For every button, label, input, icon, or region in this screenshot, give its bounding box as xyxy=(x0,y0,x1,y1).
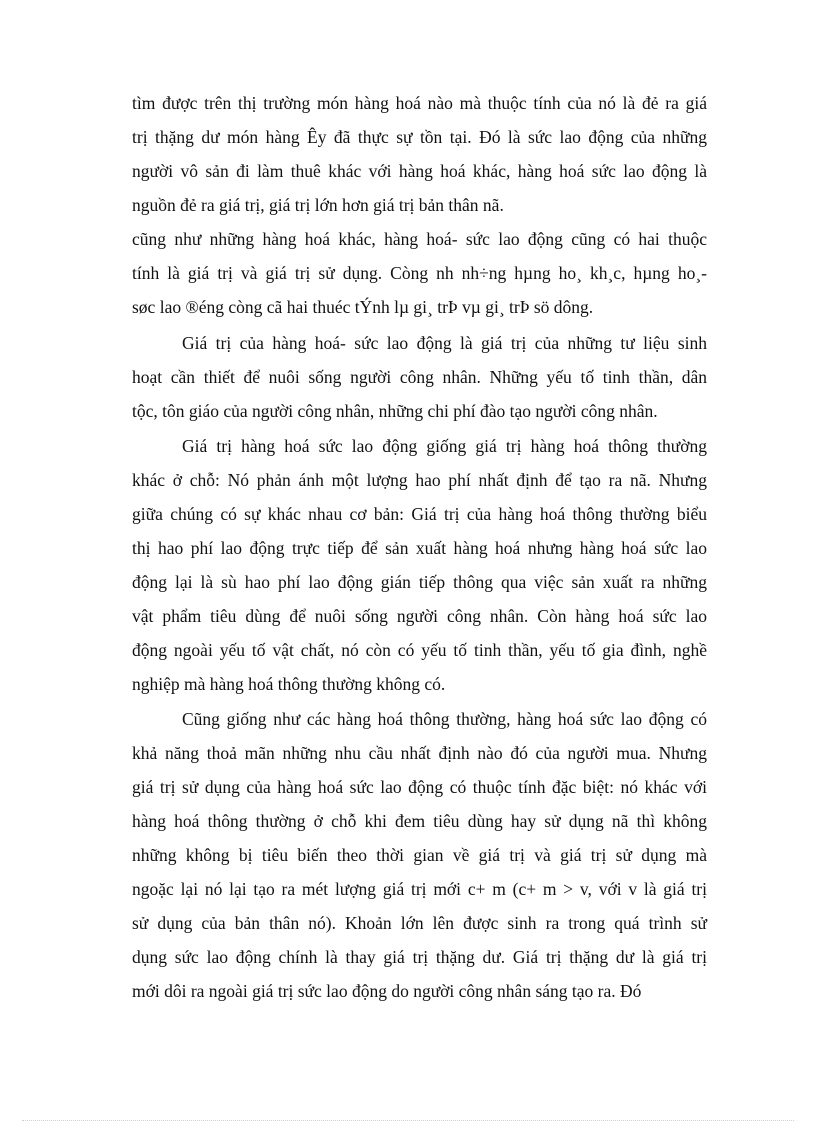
text-line: khác ở chỗ: Nó phản ánh một lượng hao phí nhất định để tạo ra nã. Nhưng xyxy=(132,470,707,490)
text-line: giữa chúng có sự khác nhau cơ bản: Giá trị của hàng hoá thông thường biểu xyxy=(132,504,707,524)
page-bottom-divider xyxy=(22,1120,794,1121)
text-line: Giá trị của hàng hoá- sức lao động là giá trị của những tư liệu sinh xyxy=(182,333,707,353)
text-line: hàng hoá thông thường ở chỗ khi đem tiêu dùng hay sử dụng nã thì không xyxy=(132,811,707,831)
text-line: mới dôi ra ngoài giá trị sức lao động do người công nhân sáng tạo ra. Đó xyxy=(132,981,642,1001)
text-line: những không bị tiêu biến theo thời gian về giá trị và giá trị sử dụng mà xyxy=(132,845,707,865)
text-line: Giá trị hàng hoá sức lao động giống giá trị hàng hoá thông thường xyxy=(182,436,707,456)
text-line: dụng sức lao động chính là thay giá trị thặng dư. Giá trị thặng dư là giá trị xyxy=(132,947,707,967)
text-line: sử dụng của bản thân nó). Khoản lớn lên được sinh ra trong quá trình sử xyxy=(132,913,707,933)
text-line: khả năng thoả mãn những nhu cầu nhất định nào đó của người mua. Nhưng xyxy=(132,743,707,763)
text-line: trị thặng dư món hàng Êy đã thực sự tồn tại. Đó là sức lao động của những xyxy=(132,127,707,147)
text-line: tính là giá trị và giá trị sử dụng. Còng nh nh÷ng hµng ho¸ kh¸c, hµng ho¸- xyxy=(132,263,707,283)
text-line: tìm được trên thị trường món hàng hoá nào mà thuộc tính của nó là đẻ ra giá xyxy=(132,93,707,113)
text-line: Cũng giống như các hàng hoá thông thường, hàng hoá sức lao động có xyxy=(182,709,707,729)
text-line: thị hao phí lao động trực tiếp để sản xuất hàng hoá nhưng hàng hoá sức lao xyxy=(132,538,707,558)
text-line: ngoặc lại nó lại tạo ra mét lượng giá trị mới c+ m (c+ m > v, với v là giá trị xyxy=(132,879,707,899)
text-line: søc lao ®éng còng cã hai thuéc tÝnh lµ gi¸ trÞ vµ gi¸ trÞ sö dông. xyxy=(132,297,594,317)
text-line: động lại là sù hao phí lao động gián tiếp thông qua việc sản xuất ra những xyxy=(132,572,707,592)
text-line: hoạt cần thiết để nuôi sống người công nhân. Những yếu tố tinh thần, dân xyxy=(132,367,707,387)
text-line: người vô sản đi làm thuê khác với hàng hoá khác, hàng hoá sức lao động là xyxy=(132,161,707,181)
text-line: động ngoài yếu tố vật chất, nó còn có yếu tố tinh thần, yếu tố gia đình, nghề xyxy=(132,640,707,660)
text-line: tộc, tôn giáo của người công nhân, những chi phí đào tạo người công nhân. xyxy=(132,401,658,421)
text-line: vật phẩm tiêu dùng để nuôi sống người công nhân. Còn hàng hoá sức lao xyxy=(132,606,707,626)
text-line: nghiệp mà hàng hoá thông thường không có. xyxy=(132,674,446,694)
text-line: nguồn đẻ ra giá trị, giá trị lớn hơn giá trị bản thân nã. xyxy=(132,195,504,215)
text-line: cũng như những hàng hoá khác, hàng hoá- sức lao động cũng có hai thuộc xyxy=(132,229,707,249)
text-line: giá trị sử dụng của hàng hoá sức lao động có thuộc tính đặc biệt: nó khác với xyxy=(132,777,707,797)
